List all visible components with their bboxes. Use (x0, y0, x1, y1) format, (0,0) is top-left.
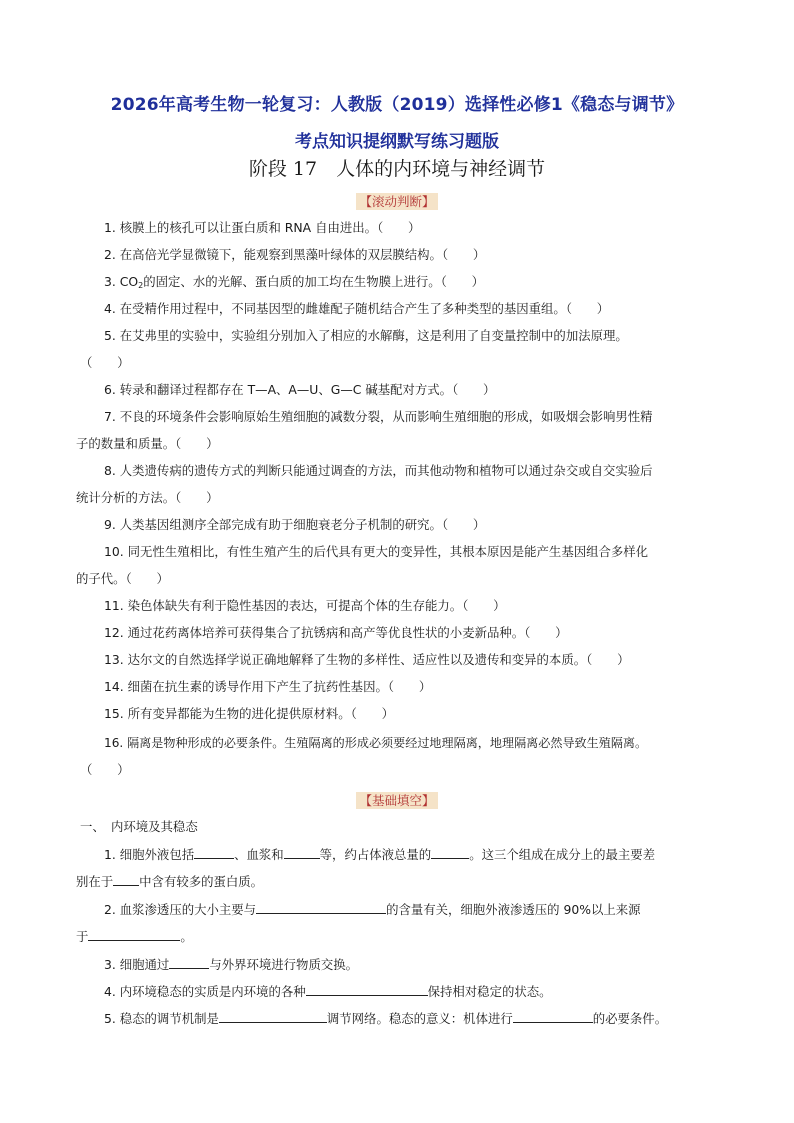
fill-blank[interactable] (306, 983, 428, 996)
fill-blank[interactable] (431, 846, 469, 859)
judgement-item-4: 4. 在受精作用过程中，不同基因型的雌雄配子随机结合产生了多种类型的基因重组。（ ） (104, 301, 610, 316)
fill-item-1: 1. 细胞外液包括 、血浆和 等，约占体液总量的 。这三个组成在成分上的最主要差 (104, 847, 656, 862)
judgement-item-7-cont: 子的数量和质量。（ ） (76, 436, 219, 451)
judgement-item-6: 6. 转录和翻译过程都存在 T—A、A—U、G—C 碱基配对方式。（ ） (104, 382, 496, 397)
section-tag-judgement: 【滚动判断】 (0, 192, 794, 210)
judgement-item-7: 7. 不良的环境条件会影响原始生殖细胞的减数分裂，从而影响生殖细胞的形成，如吸烟会影响男性精 (104, 409, 653, 424)
fill-item-3: 3. 细胞通过 与外界环境进行物质交换。 (104, 957, 359, 972)
fill-item-1-cont: 别在于 中含有较多的蛋白质。 (76, 874, 264, 889)
stage-title: 阶段 17 人体的内环境与神经调节 (248, 158, 546, 180)
fill-blank[interactable] (219, 1010, 327, 1023)
fill-blank[interactable] (194, 846, 234, 859)
judgement-item-5: 5. 在艾弗里的实验中，实验组分别加入了相应的水解酶，这是利用了自变量控制中的加法原理。 (104, 328, 628, 343)
judgement-item-2: 2. 在高倍光学显微镜下，能观察到黑藻叶绿体的双层膜结构。（ ） (104, 247, 486, 262)
judgement-item-14: 14. 细菌在抗生素的诱导作用下产生了抗药性基因。（ ） (104, 679, 432, 694)
fill-item-2: 2. 血浆渗透压的大小主要与 的含量有关，细胞外液渗透压的 90%以上来源 (104, 902, 641, 917)
judgement-item-3: 3. $CO_2$的固定、水的光解、蛋白质的加工均在生物膜上进行。（ ） (104, 274, 485, 290)
judgement-item-1: 1. 核膜上的核孔可以让蛋白质和 RNA 自由进出。（ ） (104, 220, 421, 235)
fill-blank[interactable] (169, 956, 209, 969)
section-tag-fill: 【基础填空】 (0, 791, 794, 809)
judgement-item-5-answer: （ ） (80, 355, 130, 370)
fill-item-2-cont: 于 。 (76, 929, 193, 944)
fill-blank[interactable] (513, 1010, 593, 1023)
judgement-item-10: 10. 同无性生殖相比，有性生殖产生的后代具有更大的变异性，其根本原因是能产生基因组合多样化 (104, 544, 649, 559)
fill-item-4: 4. 内环境稳态的实质是内环境的各种 保持相对稳定的状态。 (104, 984, 552, 999)
document-title: 2026年高考生物一轮复习：人教版（2019）选择性必修1《稳态与调节》 (110, 95, 684, 115)
judgement-item-16-answer: （ ） (80, 762, 130, 777)
judgement-item-15: 15. 所有变异都能为生物的进化提供原材料。（ ） (104, 706, 395, 721)
judgement-item-10-cont: 的子代。（ ） (76, 571, 169, 586)
fill-item-5: 5. 稳态的调节机制是 调节网络。稳态的意义：机体进行 的必要条件。 (104, 1011, 668, 1026)
judgement-item-8-cont: 统计分析的方法。（ ） (76, 490, 219, 505)
fill-blank[interactable] (113, 873, 139, 886)
judgement-item-16: 16. 隔离是物种形成的必要条件。生殖隔离的形成必须要经过地理隔离，地理隔离必然导致生殖隔离。 (104, 736, 648, 750)
judgement-item-12: 12. 通过花药离体培养可获得集合了抗锈病和高产等优良性状的小麦新品种。（ ） (104, 625, 568, 640)
section-heading: 一、 内环境及其稳态 (80, 819, 198, 834)
judgement-item-11: 11. 染色体缺失有利于隐性基因的表达，可提高个体的生存能力。（ ） (104, 598, 506, 613)
judgement-item-8: 8. 人类遗传病的遗传方式的判断只能通过调查的方法，而其他动物和植物可以通过杂交或自交实验后 (104, 463, 653, 478)
document-subtitle: 考点知识提纲默写练习题版 (295, 132, 499, 152)
judgement-item-9: 9. 人类基因组测序全部完成有助于细胞衰老分子机制的研究。（ ） (104, 517, 486, 532)
fill-blank[interactable] (88, 928, 180, 941)
judgement-item-13: 13. 达尔文的自然选择学说正确地解释了生物的多样性、适应性以及遗传和变异的本质。（ ） (104, 652, 630, 667)
fill-blank[interactable] (284, 846, 320, 859)
fill-blank[interactable] (256, 901, 386, 914)
